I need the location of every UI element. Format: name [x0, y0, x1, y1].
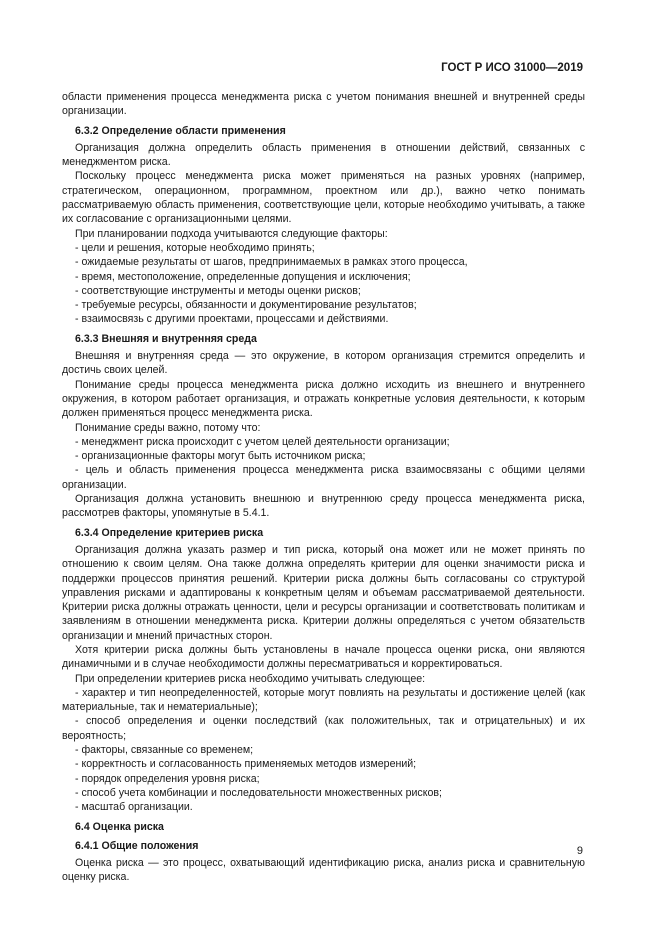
paragraph: Понимание среды важно, потому что:	[75, 421, 261, 434]
paragraph: области применения процесса менеджмента риска с учетом понимания внешней и внутренней среды организации.	[62, 91, 585, 118]
paragraph: - корректность и согласованность применяемых методов измерений;	[75, 758, 417, 771]
paragraph: Организация должна установить внешнюю и внутреннюю среду процесса менеджмента риска, рассмотрев факторы, упомянутые в 5.4.1.	[62, 493, 585, 520]
paragraph: Организация должна определить область применения в отношении действий, связанных с менеджментом риска.	[62, 141, 585, 169]
paragraph: Понимание среды процесса менеджмента риска должно исходить из внешнего и внутреннего окружения, в котором работает организация, и отражать конкретные условия деятельности, к которым должен применяться процесс менеджмента риска.	[62, 378, 585, 420]
paragraph: - ожидаемые результаты от шагов, предпринимаемых в рамках этого процесса,	[75, 256, 468, 269]
paragraph: Внешняя и внутренняя среда — это окружение, в котором организация стремится определить и достичь своих целей.	[62, 350, 585, 377]
paragraph: - порядок определения уровня риска;	[75, 772, 260, 785]
section-heading: 6.4 Оценка риска	[75, 820, 164, 833]
paragraph: Хотя критерии риска должны быть установлены в начале процесса оценки риска, они являются динамичными и в случае необходимости должны пересматриваться и корректироваться.	[62, 643, 585, 671]
paragraph: - соответствующие инструменты и методы оценки рисков;	[75, 284, 361, 297]
paragraph: - способ определения и оценки последствий (как положительных, так и отрицательных) и их вероятность;	[62, 715, 585, 742]
paragraph: - взаимосвязь с другими проектами, процессами и действиями.	[75, 313, 389, 326]
paragraph: Организация должна указать размер и тип риска, который она может или не может принять по отношению к своим целям. Она также должна определять критерии для оценки значимости риска и поддержки процессов принятия решений. Критерии риска должны быть согласованы со структурой управления рисками и адаптированы к конкретным целям и объемам рассматриваемой деятельности. Критерии риска должны отражать ценности, цели и ресурсы организации и соответствовать политикам и заявлениям в отношении менеджмента риска. Критерии должны определяться с учетом обязательств организации и мнений причастных сторон.	[62, 543, 585, 642]
paragraph: - цели и решения, которые необходимо принять;	[75, 241, 315, 254]
paragraph: - требуемые ресурсы, обязанности и документирование результатов;	[75, 299, 417, 312]
paragraph: Оценка риска — это процесс, охватывающий идентификацию риска, анализ риска и сравнительную оценку риска.	[62, 857, 585, 884]
paragraph: - цель и область применения процесса менеджмента риска взаимосвязаны с общими целями организации.	[62, 464, 585, 491]
document-body	[62, 90, 585, 885]
paragraph: - менеджмент риска происходит с учетом целей деятельности организации;	[75, 435, 450, 448]
page-number: 9	[576, 845, 583, 857]
paragraph: - способ учета комбинации и последовательности множественных рисков;	[75, 786, 442, 799]
section-heading: 6.4.1 Общие положения	[75, 839, 199, 852]
paragraph: - время, местоположение, определенные допущения и исключения;	[75, 270, 411, 283]
paragraph: При определении критериев риска необходимо учитывать следующее:	[75, 672, 426, 685]
section-heading: 6.3.3 Внешняя и внутренняя среда	[75, 332, 257, 345]
section-heading: 6.3.4 Определение критериев риска	[75, 526, 264, 539]
section-heading: 6.3.2 Определение области применения	[75, 124, 286, 137]
paragraph: - масштаб организации.	[75, 801, 193, 814]
paragraph: - характер и тип неопределенностей, которые могут повлиять на результаты и достижение целей (как материальные, так и нематериальные);	[62, 686, 585, 714]
paragraph: - организационные факторы могут быть источником риска;	[75, 450, 366, 463]
document-header: ГОСТ Р ИСО 31000—2019	[441, 62, 583, 74]
paragraph: При планировании подхода учитываются следующие факторы:	[75, 227, 388, 240]
paragraph: - факторы, связанные со временем;	[75, 744, 254, 757]
paragraph: Поскольку процесс менеджмента риска может применяться на разных уровнях (например, стратегическом, операционном, программном, проектном или др.), важно четко понимать рассматриваемую область применения, соответствующие цели, которые необходимо учитывать, а также их согласование с организационными целями.	[62, 170, 585, 226]
